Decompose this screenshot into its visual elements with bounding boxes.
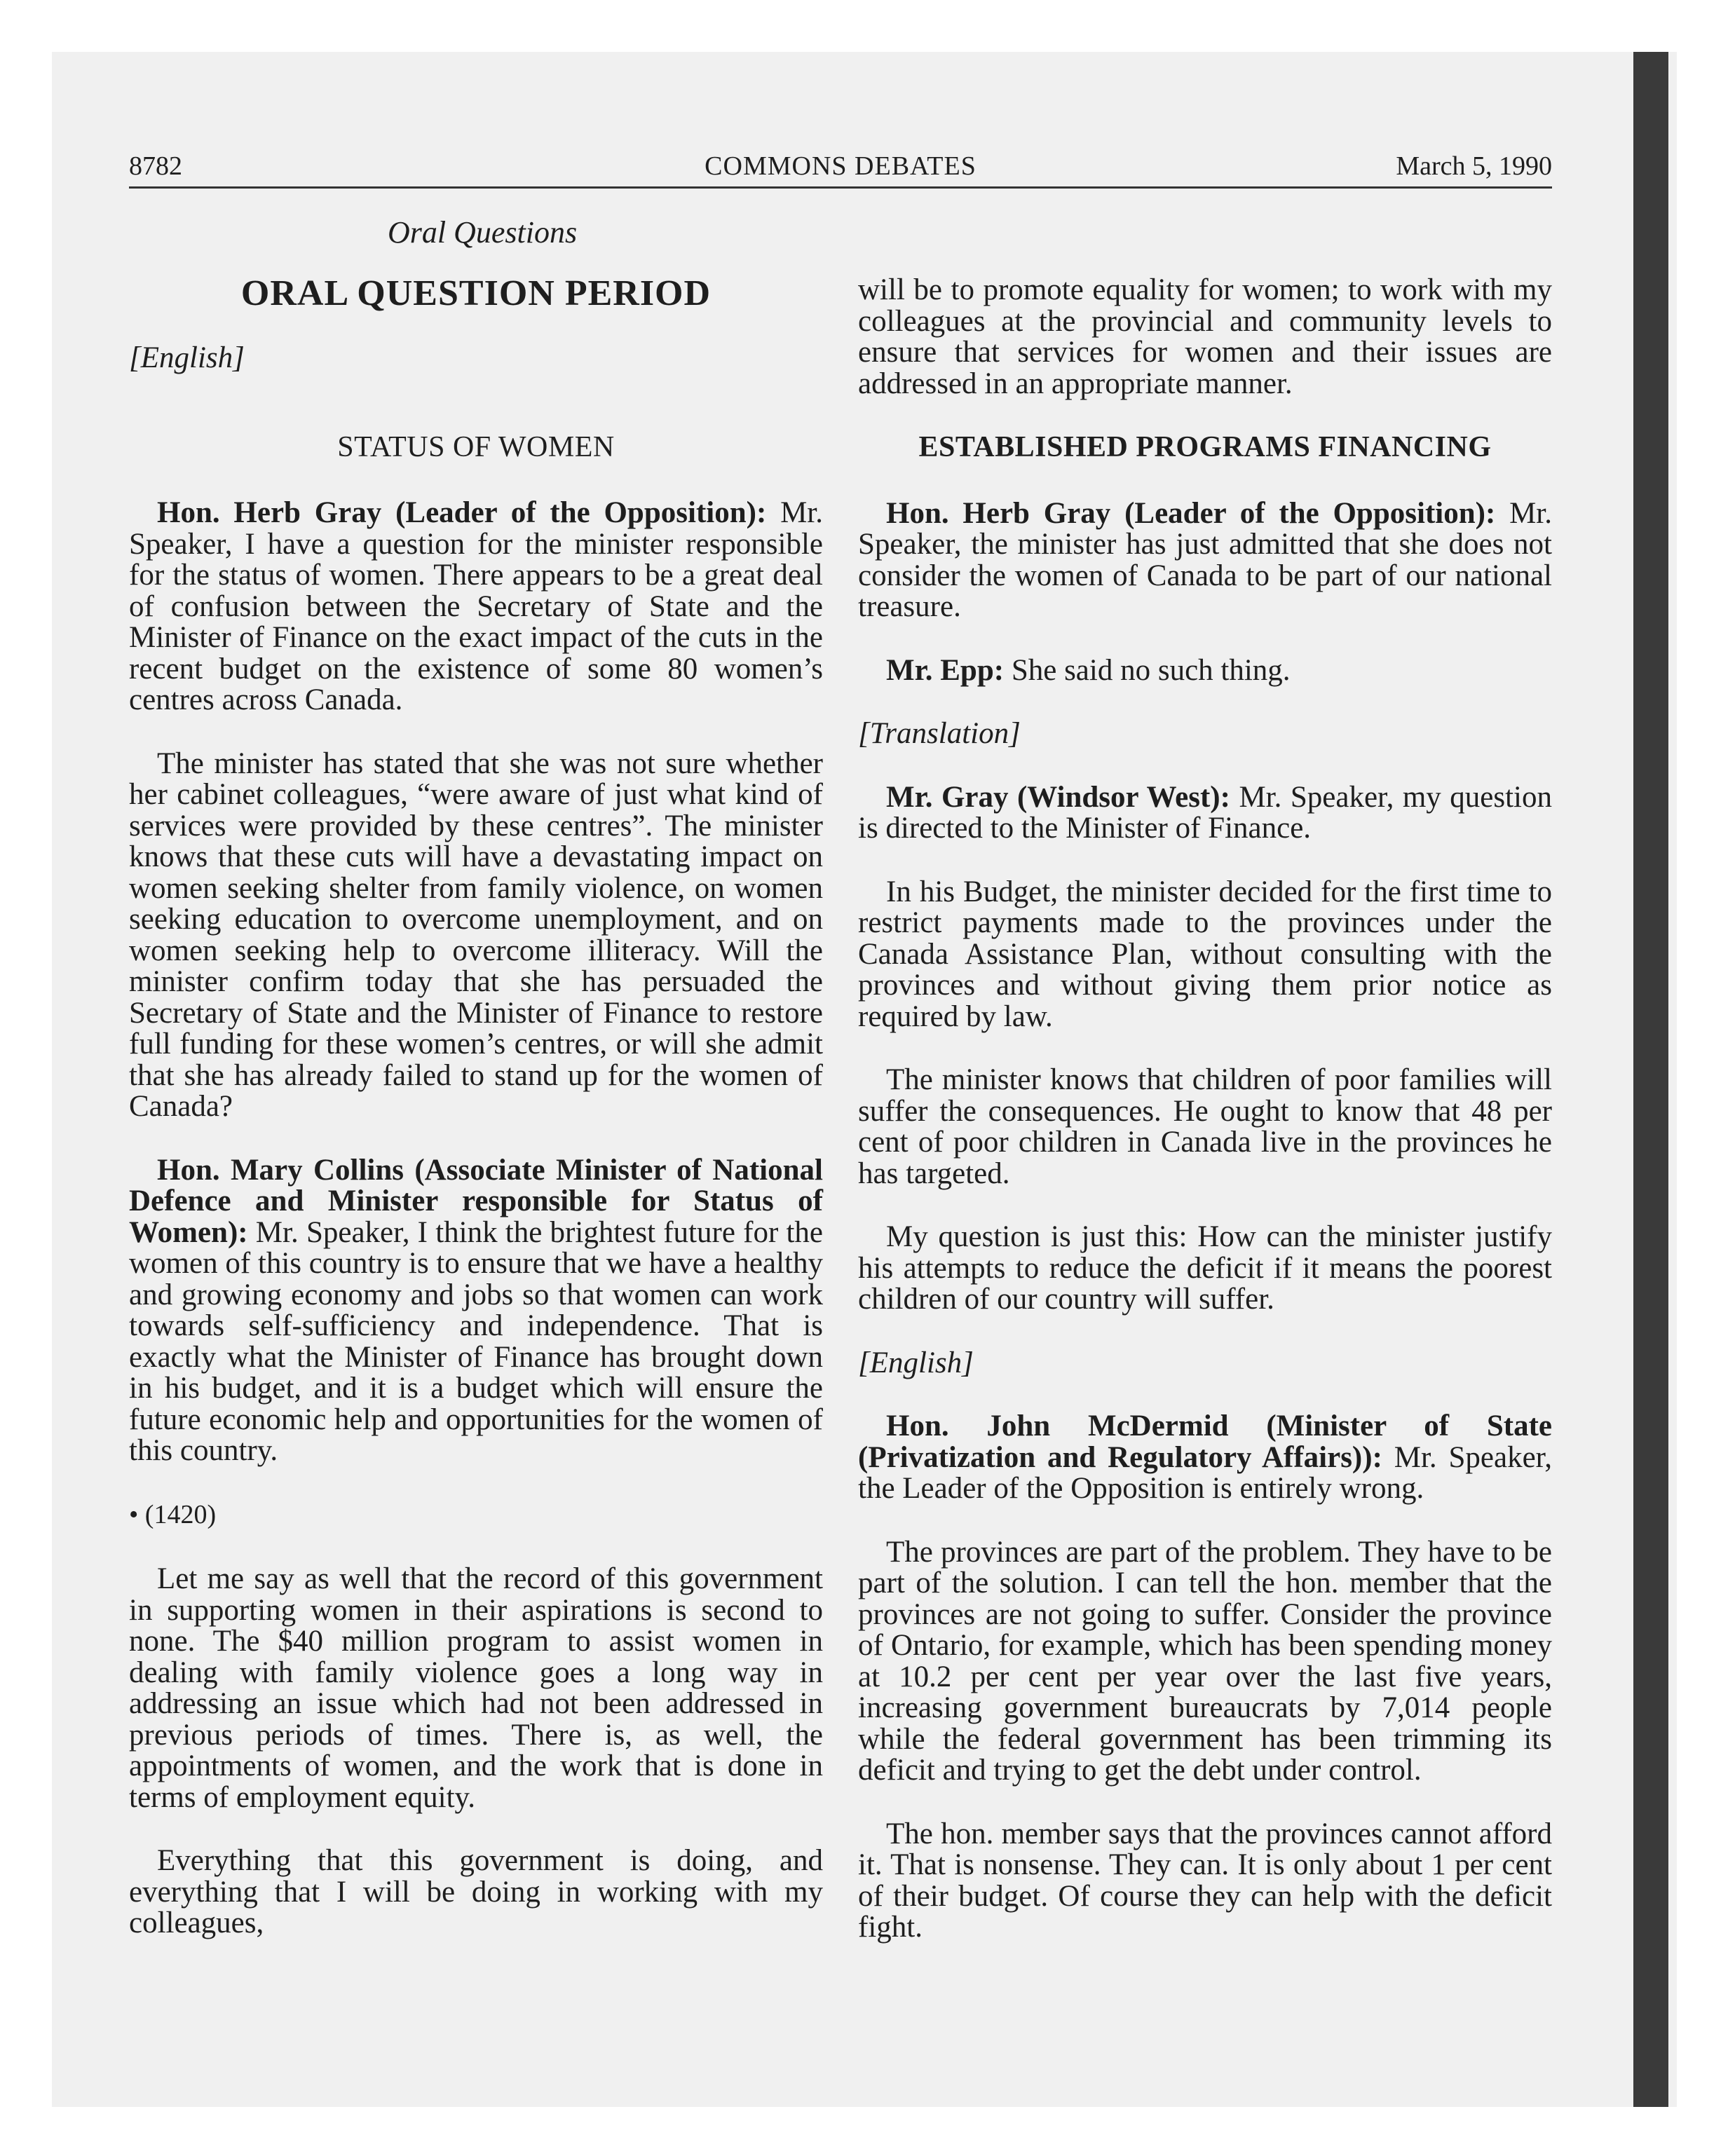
- paragraph: In his Budget, the minister decided for the first time to restrict payments made to the provinces under the Canada Assistance Plan, without consulting with the provinces and without giving them prior notice as required by law.: [858, 875, 1552, 1033]
- paragraph: [129, 1155, 823, 1467]
- publication-title: COMMONS DEBATES: [705, 151, 977, 181]
- paragraph: The minister has stated that she was not sure whether her cabinet colleagues, “were aware of just what kind of services were provided by these centres”. The minister knows that these cuts will have a devastating impact on women seeking shelter from family violence, on women seeking education to overcome unemployment, and on women seeking help to overcome illiteracy. Will the minister confirm today that she has persuaded the Secretary of State and the Minister of Finance to restore full funding for these women’s centres, or will she admit that she has already failed to stand up for the women of Canada?: [129, 746, 823, 1123]
- page-header: [129, 144, 1552, 186]
- paragraph: The minister knows that children of poor families will suffer the consequences. He ought to know that 48 per cent of poor children in Canada live in the provinces he has targeted.: [858, 1063, 1552, 1190]
- main-heading: ORAL QUESTION PERIOD: [240, 273, 712, 313]
- paragraph: Let me say as well that the record of this government in supporting women in their aspirations is second to none. The $40 million program to assist women in dealing with family violence goes a long way in addressing an issue which had not been addressed in previous periods of times. There is, as well, the appointments of women, and the work that is done in terms of employment equity.: [129, 1562, 823, 1814]
- paragraph-text: Mr. Speaker, I have a question for the minister responsible for the status of women. There appears to be a great deal of confusion between the Secretary of State and the Minister of Finance on the exact impact of the cuts in the recent budget on the existence of some 80 women’s centres across Canada.: [129, 496, 823, 716]
- language-marker: [English]: [129, 341, 245, 374]
- paragraph: [858, 782, 1552, 845]
- paragraph: The provinces are part of the problem. They have to be part of the solution. I can tell the hon. member that the provinces are not going to suffer. Consider the province of Ontario, for example, which has been spending money at 10.2 per cent per year over the last five years, increasing government bureaucrats by 7,014 people while the federal government has been trimming its deficit and trying to get the debt under control.: [858, 1535, 1552, 1787]
- paragraph-text: She said no such thing.: [1004, 653, 1291, 687]
- right-column: [858, 275, 1552, 1976]
- speaker-name: Hon. Mary Collins (Associate Minister of National Defence and Minister responsible for Status of Women):: [129, 1153, 823, 1249]
- header-rule: [129, 186, 1552, 189]
- speaker-name: Mr. Gray (Windsor West):: [886, 780, 1230, 814]
- paragraph: Everything that this government is doing, and everything that I will be doing in working with my colleagues,: [129, 1844, 823, 1939]
- paragraph: [858, 1411, 1552, 1505]
- paragraph-text: Mr. Speaker, my question is directed to the Minister of Finance.: [858, 780, 1552, 845]
- paragraph: The hon. member says that the provinces cannot afford it. That is nonsense. They can. It is only about 1 per cent of their budget. Of course they can help with the deficit fight.: [858, 1817, 1552, 1944]
- paragraph-text: Mr. Speaker, the minister has just admitted that she does not consider the women of Canada to be part of our national treasure.: [858, 496, 1552, 623]
- language-marker: [English]: [858, 1346, 974, 1379]
- paragraph: [858, 655, 1552, 687]
- paragraph: [129, 498, 823, 716]
- paragraph-text: Mr. Speaker, I think the brightest future for the women of this country is to ensure that we have a healthy and growing economy and jobs so that women can work towards self-sufficiency and independence. That is exactly what the Minister of Finance has brought down in his budget, and it is a budget which will ensure the future economic help and opportunities for the women of this country.: [129, 1215, 823, 1467]
- speaker-name: Hon. Herb Gray (Leader of the Opposition):: [886, 496, 1496, 530]
- paragraph: My question is just this: How can the minister justify his attempts to reduce the deficit if it means the poorest children of our country will suffer.: [858, 1220, 1552, 1316]
- section-heading: STATUS OF WOMEN: [337, 430, 615, 463]
- running-head: Oral Questions: [387, 215, 578, 250]
- time-marker: • (1420): [129, 1499, 217, 1529]
- scan-edge: [1633, 52, 1668, 2107]
- publication-date: March 5, 1990: [1396, 151, 1552, 181]
- paragraph: [858, 498, 1552, 623]
- page-number: 8782: [129, 151, 182, 181]
- language-marker: [Translation]: [858, 717, 1021, 750]
- speaker-name: Mr. Epp:: [886, 653, 1005, 687]
- paragraph-text: Mr. Speaker, the Leader of the Opposition is entirely wrong.: [858, 1440, 1552, 1505]
- speaker-name: Hon. John McDermid (Minister of State (Privatization and Regulatory Affairs)):: [858, 1410, 1552, 1474]
- left-column: [129, 217, 823, 1972]
- paragraph: will be to promote equality for women; to work with my colleagues at the provincial and community levels to ensure that services for women and their issues are addressed in an appropriate manner.: [858, 273, 1552, 400]
- speaker-name: Hon. Herb Gray (Leader of the Opposition):: [157, 496, 767, 529]
- section-heading: ESTABLISHED PROGRAMS FINANCING: [918, 431, 1492, 463]
